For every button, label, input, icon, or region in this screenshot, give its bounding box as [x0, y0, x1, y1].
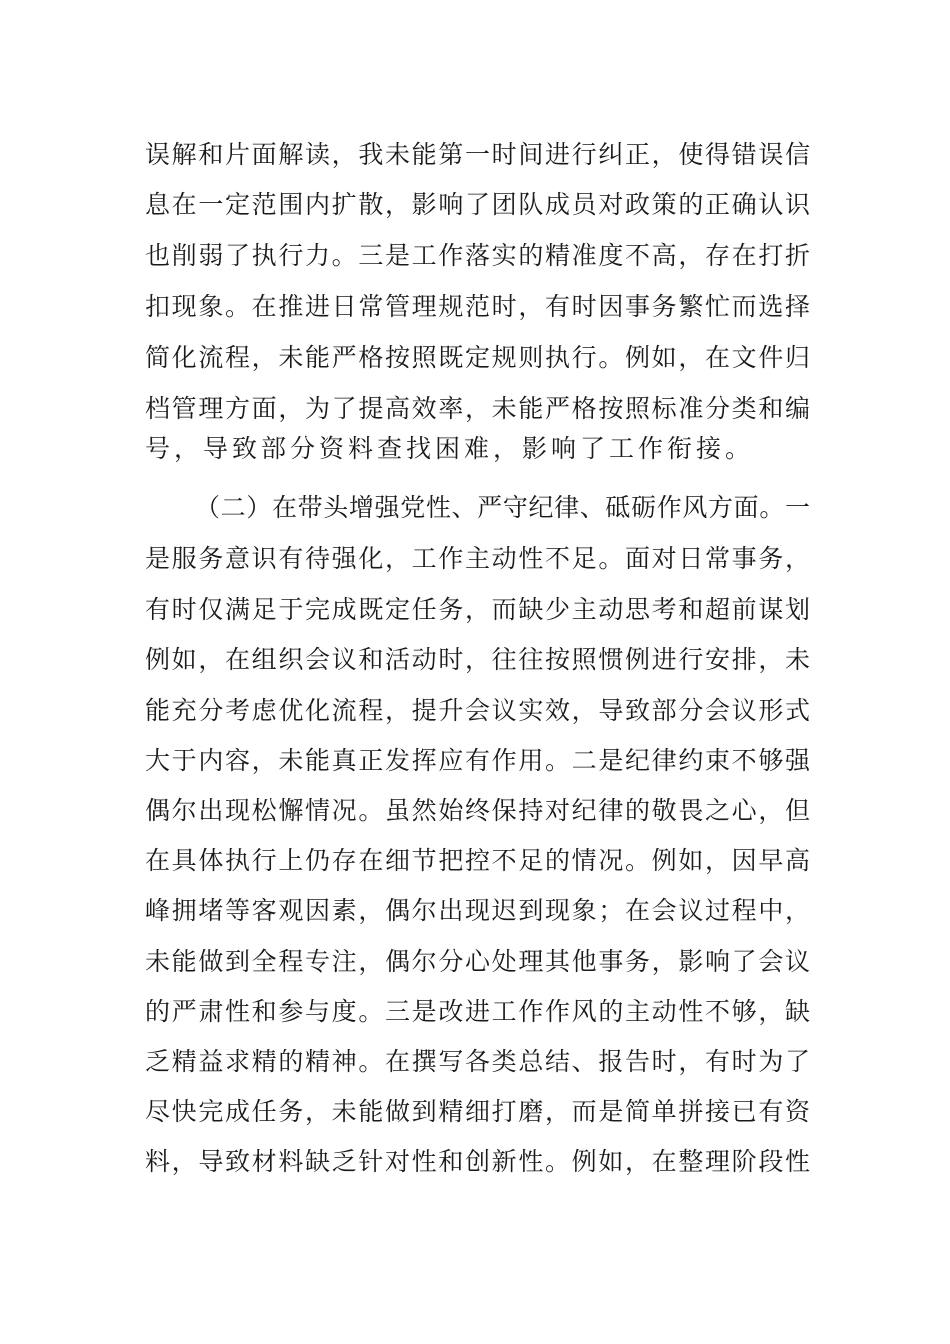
text-line: 乏精益求精的精神。在撰写各类总结、报告时，有时为了 — [145, 1047, 810, 1076]
text-line: 有时仅满足于完成既定任务，而缺少主动思考和超前谋划 — [145, 595, 810, 624]
text-line: 也削弱了执行力。三是工作落实的精准度不高，存在打折 — [145, 241, 810, 270]
text-line: 例如，在组织会议和活动时，往往按照惯例进行安排，未 — [145, 645, 810, 674]
paragraph-heading-line: （二）在带头增强党性、严守纪律、砥砺作风方面。一 — [195, 493, 810, 522]
text-line: 简化流程，未能严格按照既定规则执行。例如，在文件归 — [145, 343, 810, 372]
text-line: 在具体执行上仍存在细节把控不足的情况。例如，因早高 — [145, 846, 810, 875]
text-line: 能充分考虑优化流程，提升会议实效，导致部分会议形式 — [145, 696, 810, 725]
text-line: 的严肃性和参与度。三是改进工作作风的主动性不够，缺 — [145, 997, 810, 1026]
text-line: 未能做到全程专注，偶尔分心处理其他事务，影响了会议 — [145, 947, 810, 976]
text-line: 息在一定范围内扩散，影响了团队成员对政策的正确认识 — [145, 190, 810, 219]
text-line: 档管理方面，为了提高效率，未能严格按照标准分类和编 — [145, 394, 810, 423]
text-line: 是服务意识有待强化，工作主动性不足。面对日常事务， — [145, 544, 810, 573]
text-line: 尽快完成任务，未能做到精细打磨，而是简单拼接已有资 — [145, 1097, 810, 1126]
text-line: 峰拥堵等客观因素，偶尔出现迟到现象；在会议过程中， — [145, 896, 810, 925]
text-line: 号，导致部分资料查找困难，影响了工作衔接。 — [145, 434, 755, 463]
text-line: 扣现象。在推进日常管理规范时，有时因事务繁忙而选择 — [145, 292, 810, 321]
text-line: 偶尔出现松懈情况。虽然始终保持对纪律的敬畏之心，但 — [145, 796, 810, 825]
text-line: 误解和片面解读，我未能第一时间进行纠正，使得错误信 — [145, 140, 810, 169]
text-line: 大于内容，未能真正发挥应有作用。二是纪律约束不够强 — [145, 746, 810, 775]
text-line: 料，导致材料缺乏针对性和创新性。例如，在整理阶段性 — [145, 1147, 810, 1176]
